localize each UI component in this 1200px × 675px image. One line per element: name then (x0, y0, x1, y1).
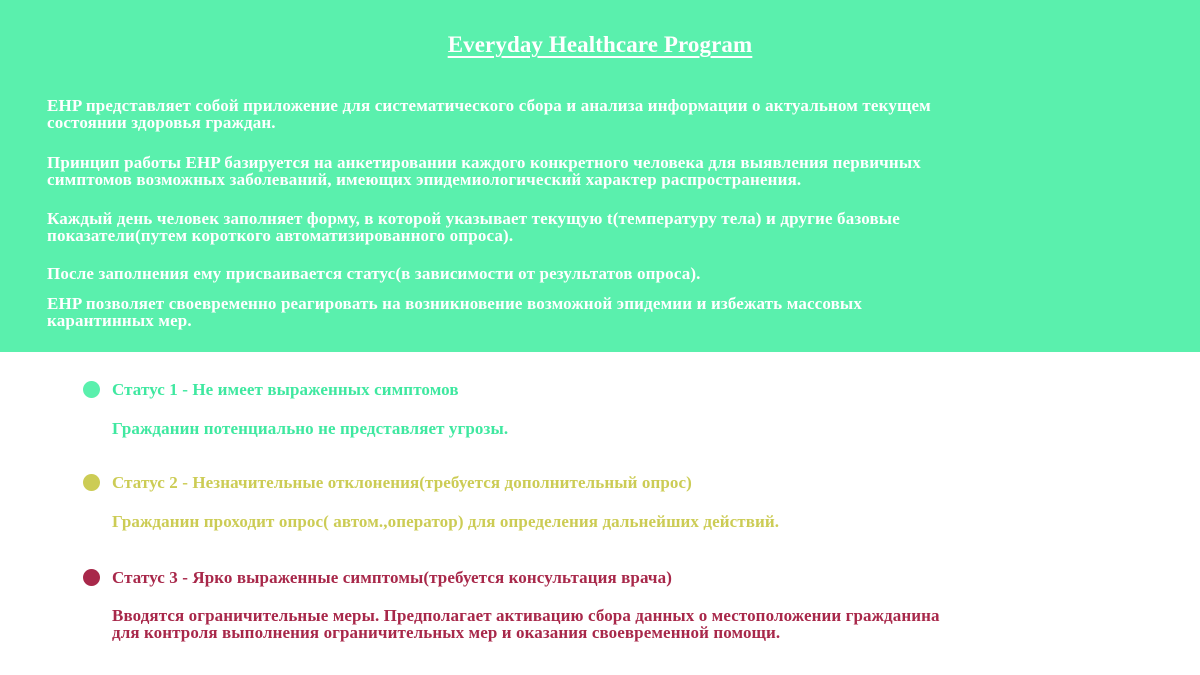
text-line: симптомов возможных заболеваний, имеющих эпидемиологический характер распространения. (47, 170, 802, 189)
text-line: для контроля выполнения ограничительных мер и оказания своевременной помощи. (112, 623, 781, 642)
text-line: Гражданин потенциально не представляет угрозы. (112, 419, 509, 438)
intro-paragraph-2 (47, 154, 1167, 188)
text-line: Гражданин проходит опрос( автом.,оператор) для определения дальнейших действий. (112, 512, 780, 531)
text-line: показатели(путем короткого автоматизированного опроса). (47, 226, 514, 245)
page-title (0, 30, 1200, 60)
intro-paragraph-5 (47, 295, 1167, 329)
red-dot-icon (83, 569, 100, 586)
text-line: Вводятся ограничительные меры. Предполагает активацию сбора данных о местоположении гражданина (112, 606, 940, 625)
text-line: Каждый день человек заполняет форму, в которой указывает текущую t(температуру тела) и другие базовые (47, 209, 900, 228)
status-heading: Статус 2 - Незначительные отклонения(требуется дополнительный опрос) (112, 473, 692, 492)
text-line: После заполнения ему присваивается статус(в зависимости от результатов опроса). (47, 264, 701, 283)
status-heading: Статус 1 - Не имеет выраженных симптомов (112, 380, 459, 399)
status-description (112, 420, 508, 437)
text-line: EHP представляет собой приложение для систематического сбора и анализа информации о актуальном текущем (47, 96, 931, 115)
page-title-text: Everyday Healthcare Program (447, 32, 753, 57)
text-line: EHP позволяет своевременно реагировать на возникновение возможной эпидемии и избежать массовых (47, 294, 863, 313)
status-description (112, 607, 940, 641)
status-heading: Статус 3 - Ярко выраженные симптомы(требуется консультация врача) (112, 568, 672, 587)
text-line: карантинных мер. (47, 311, 192, 330)
text-line: состоянии здоровья граждан. (47, 113, 276, 132)
text-line: Принцип работы EHP базируется на анкетировании каждого конкретного человека для выявления первичных (47, 153, 921, 172)
yellow-dot-icon (83, 474, 100, 491)
green-dot-icon (83, 381, 100, 398)
intro-paragraph-3 (47, 210, 1167, 244)
intro-paragraph-1 (47, 97, 1167, 131)
intro-paragraph-4 (47, 265, 1167, 282)
status-description (112, 513, 779, 530)
